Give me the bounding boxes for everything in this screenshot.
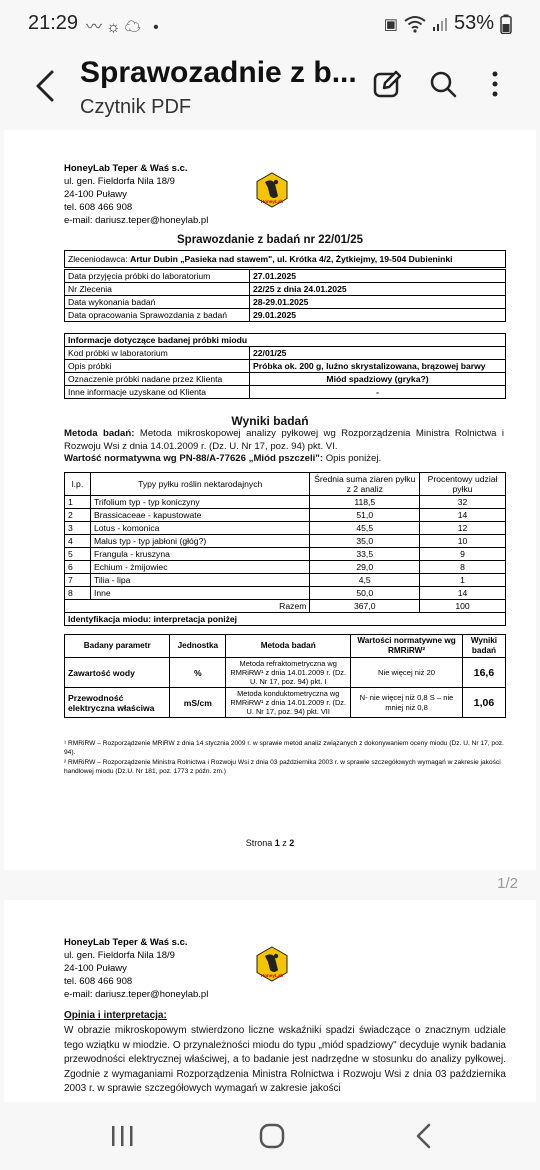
param-norm: N- nie więcej niż 0,8 S – nie mniej niż 0,8: [351, 688, 463, 718]
info-row: [65, 296, 506, 309]
pollen-total-sum: 367,0: [310, 600, 420, 613]
pollen-lp: 1: [65, 496, 91, 509]
pollen-name: Trifolium typ - typ koniczyny: [90, 496, 309, 509]
sample-label: Opis próbki: [65, 360, 250, 373]
address-line-2: 24-100 Puławy: [64, 189, 127, 200]
pollen-header-row: [65, 473, 506, 496]
sample-header: Informacje dotyczące badanej próbki miodu: [65, 334, 506, 347]
info-row: [65, 309, 506, 322]
pollen-name: Echium - żmijowiec: [90, 561, 309, 574]
phone-2: tel. 608 466 908: [64, 976, 133, 987]
lab-header-2: [64, 936, 208, 1001]
pollen-header-cell: Procentowy udział pyłku: [420, 473, 506, 496]
honeylab-logo-2: [255, 946, 289, 982]
status-bar: [0, 0, 540, 50]
page-indicator: 1/2: [497, 875, 518, 892]
more-options-icon[interactable]: [480, 68, 510, 100]
pollen-sum: 50,0: [310, 587, 420, 600]
method-paragraph: [64, 428, 504, 466]
pollen-name: Brassicaceae - kapustowate: [90, 509, 309, 522]
norm-label: Wartość normatywna wg PN-88/A-77626 „Miód pszczeli":: [64, 453, 324, 464]
param-unit: mS/cm: [170, 688, 226, 718]
honeylab-logo: [255, 172, 289, 208]
pollen-lp: 5: [65, 548, 91, 561]
pollen-total-pct: 100: [420, 600, 506, 613]
address-line-2-2: 24-100 Puławy: [64, 963, 127, 974]
client-table: [64, 250, 506, 268]
signal-icon: [432, 16, 448, 32]
identification-row: [65, 613, 506, 626]
page-number: [4, 838, 536, 848]
pollen-pct: 1: [420, 574, 506, 587]
battery-icon: [500, 14, 512, 34]
pollen-row: [65, 535, 506, 548]
phone: tel. 608 466 908: [64, 202, 133, 213]
search-icon[interactable]: [428, 68, 458, 100]
info-table: [64, 269, 506, 322]
info-value: 29.01.2025: [250, 309, 506, 322]
norm-text: Opis poniżej.: [325, 453, 382, 464]
pollen-sum: 51,0: [310, 509, 420, 522]
pollen-row: [65, 587, 506, 600]
pollen-table: [64, 472, 506, 626]
pollen-row: [65, 509, 506, 522]
company-name: HoneyLab Teper & Waś s.c.: [64, 163, 188, 174]
method-text: Metoda mikroskopowej analizy pyłkowej wg Rozporządzenia Ministra Rolnictwa i Rozwoju Wsi z dnia 14.01.2009 r. (Dz. U. Nr 17, poz. 94) pkt. VI.: [64, 428, 504, 452]
pollen-lp: 3: [65, 522, 91, 535]
sample-value: Miód spadziowy (gryka?): [250, 373, 506, 386]
pollen-pct: 14: [420, 587, 506, 600]
recent-apps-icon[interactable]: [102, 1120, 142, 1152]
parameters-table: [64, 634, 506, 718]
status-time: 21:29: [28, 12, 79, 34]
sample-row: [65, 360, 506, 373]
pollen-pct: 12: [420, 522, 506, 535]
pollen-sum: 45,5: [310, 522, 420, 535]
sample-value: -: [250, 386, 506, 399]
pollen-pct: 9: [420, 548, 506, 561]
status-right: [384, 12, 512, 35]
pollen-name: Frangula - kruszyna: [90, 548, 309, 561]
info-value: 22/25 z dnia 24.01.2025: [250, 283, 506, 296]
pollen-lp: 4: [65, 535, 91, 548]
param-row: [65, 688, 506, 718]
info-label: Data przyjęcia próbki do laboratorium: [65, 270, 250, 283]
address-line-1-2: ul. gen. Fieldorfa Nila 18/9: [64, 950, 175, 961]
param-header-row: [65, 635, 506, 658]
param-norm: Nie więcej niż 20: [351, 658, 463, 688]
pollen-sum: 4,5: [310, 574, 420, 587]
param-method: Metoda refraktometryczna wg RMRiRW¹ z dnia 14.01.2009 r. (Dz. U. Nr 17, poz. 94) pkt. I: [226, 658, 351, 688]
back-nav-icon[interactable]: [404, 1120, 444, 1152]
email-2: e-mail: dariusz.teper@honeylab.pl: [64, 989, 209, 1000]
battery-percent: 53%: [453, 12, 494, 34]
param-name: Zawartość wody: [65, 658, 170, 688]
pollen-header-cell: Typy pyłku roślin nektarodajnych: [90, 473, 309, 496]
pollen-pct: 32: [420, 496, 506, 509]
navigation-bar: [0, 1102, 540, 1170]
pollen-row: [65, 561, 506, 574]
method-label: Metoda badań:: [64, 428, 135, 439]
identification: Identyfikacja miodu: interpretacja poniżej: [65, 613, 506, 626]
param-row: [65, 658, 506, 688]
pollen-total-row: [65, 600, 506, 613]
pollen-pct: 10: [420, 535, 506, 548]
notification-icons: 〰☼☁ •: [86, 19, 163, 36]
sample-value: Próbka ok. 200 g, luźno skrystalizowana, brązowej barwy: [250, 360, 506, 373]
pollen-pct: 14: [420, 509, 506, 522]
logo-text-2: HoneyLab: [260, 973, 284, 978]
pollen-header-cell: l.p.: [65, 473, 91, 496]
pollen-lp: 2: [65, 509, 91, 522]
param-name: Przewodność elektryczna właściwa: [65, 688, 170, 718]
opinion-text: W obrazie mikroskopowym stwierdzono liczne wskaźniki spadzi świadczące o znacznym udziale tego wziątku w miodzie. O przynależności miodu do typu „miód spadziowy" decyduje wynik badania przewodności elektrycznej właściwej, a to badanie jest nadrzędne w stosunku do analizy pyłkowej. Zgodnie z wymaganiami Rozporządzenia Ministra Rolnictwa i Rozwoju Wsi z dnia 03 października 2003 r. w sprawie szczegółowych wymagań w zakresie jakości: [64, 1025, 506, 1094]
pollen-row: [65, 548, 506, 561]
param-header-cell: Badany parametr: [65, 635, 170, 658]
edit-icon[interactable]: [372, 68, 402, 100]
pollen-row: [65, 522, 506, 535]
pollen-row: [65, 574, 506, 587]
results-title: Wyniki badań: [231, 414, 309, 428]
pollen-name: Tilia - lipa: [90, 574, 309, 587]
sample-row: [65, 386, 506, 399]
pollen-sum: 35,0: [310, 535, 420, 548]
client-row: [65, 251, 506, 268]
back-arrow-icon[interactable]: [28, 66, 68, 106]
param-method: Metoda konduktometryczna wg RMRiRW¹ z dnia 14.01.2009 r. (Dz. U. Nr 17, poz. 94) pkt. VII: [226, 688, 351, 718]
pollen-lp: 7: [65, 574, 91, 587]
page-prefix: Strona: [245, 838, 275, 848]
report-title: Sprawozdanie z badań nr 22/01/25: [177, 234, 363, 246]
param-result: 1,06: [462, 688, 505, 718]
info-row: [65, 270, 506, 283]
info-value: 27.01.2025: [250, 270, 506, 283]
pollen-total-label: Razem: [65, 600, 310, 613]
pollen-row: [65, 496, 506, 509]
info-row: [65, 283, 506, 296]
page-mid: z: [279, 838, 290, 848]
opinion-heading: Opinia i interpretacja:: [64, 1010, 167, 1021]
sample-value: 22/01/25: [250, 347, 506, 360]
info-label: Nr Zlecenia: [65, 283, 250, 296]
pollen-lp: 8: [65, 587, 91, 600]
param-result: 16,6: [462, 658, 505, 688]
sample-table: [64, 333, 506, 399]
sample-label: Kod próbki w laboratorium: [65, 347, 250, 360]
sample-label: Oznaczenie próbki nadane przez Klienta: [65, 373, 250, 386]
param-header-cell: Metoda badań: [226, 635, 351, 658]
client-label: Zleceniodawca:: [68, 254, 128, 264]
info-label: Data wykonania badań: [65, 296, 250, 309]
client-value: Artur Dubin „Pasieka nad stawem", ul. Krótka 4/2, Żytkiejmy, 19-504 Dubieninki: [130, 254, 453, 264]
param-header-cell: Jednostka: [170, 635, 226, 658]
param-unit: %: [170, 658, 226, 688]
sample-header-row: [65, 334, 506, 347]
sample-row: [65, 347, 506, 360]
document-title: Sprawozadnie z b...: [80, 56, 357, 89]
footnote-1: ¹ RMRiRW – Rozporządzenie MRiRW z dnia 14 stycznia 2009 r. w sprawie metod analiz związanych z dokonywaniem oceny miodu (Dz. U. Nr 17, poz. 94).: [64, 740, 504, 756]
param-header-cell: Wartości normatywne wg RMRiRW²: [351, 635, 463, 658]
logo-text: HoneyLab: [260, 199, 284, 204]
page-current: 1: [274, 838, 280, 848]
pdf-page-1[interactable]: [4, 130, 536, 870]
app-bar: [0, 50, 540, 130]
email: e-mail: dariusz.teper@honeylab.pl: [64, 215, 209, 226]
pollen-sum: 33,5: [310, 548, 420, 561]
sample-row: [65, 373, 506, 386]
info-value: 28-29.01.2025: [250, 296, 506, 309]
address-line-1: ul. gen. Fieldorfa Nila 18/9: [64, 176, 175, 187]
footnote-2: ² RMRiRW – Rozporządzenie Ministra Rolnictwa i Rozwoju Wsi z dnia 03 października 2003 r. w sprawie szczegółowych wymagań w zakresie jakości handlowej miodu (Dz.U. Nr 181, poz. 1773 z późn. zm.): [64, 759, 501, 775]
pollen-name: Malus typ - typ jabłoni (głóg?): [90, 535, 309, 548]
pollen-name: Lotus - komonica: [90, 522, 309, 535]
home-icon[interactable]: [252, 1120, 292, 1152]
pollen-lp: 6: [65, 561, 91, 574]
pollen-name: Inne: [90, 587, 309, 600]
company-name-2: HoneyLab Teper & Waś s.c.: [64, 937, 188, 948]
info-label: Data opracowania Sprawozdania z badań: [65, 309, 250, 322]
wifi-icon: [404, 15, 426, 33]
pollen-sum: 29,0: [310, 561, 420, 574]
app-subtitle: Czytnik PDF: [80, 96, 192, 118]
param-header-cell: Wyniki badań: [462, 635, 505, 658]
battery-saver-icon: ▣: [383, 15, 398, 33]
pollen-header-cell: Średnia suma ziaren pyłku z 2 analiz: [310, 473, 420, 496]
page-total: 2: [289, 838, 295, 848]
sample-label: Inne informacje uzyskane od Klienta: [65, 386, 250, 399]
pollen-pct: 8: [420, 561, 506, 574]
lab-header: [64, 162, 208, 227]
pollen-sum: 118,5: [310, 496, 420, 509]
